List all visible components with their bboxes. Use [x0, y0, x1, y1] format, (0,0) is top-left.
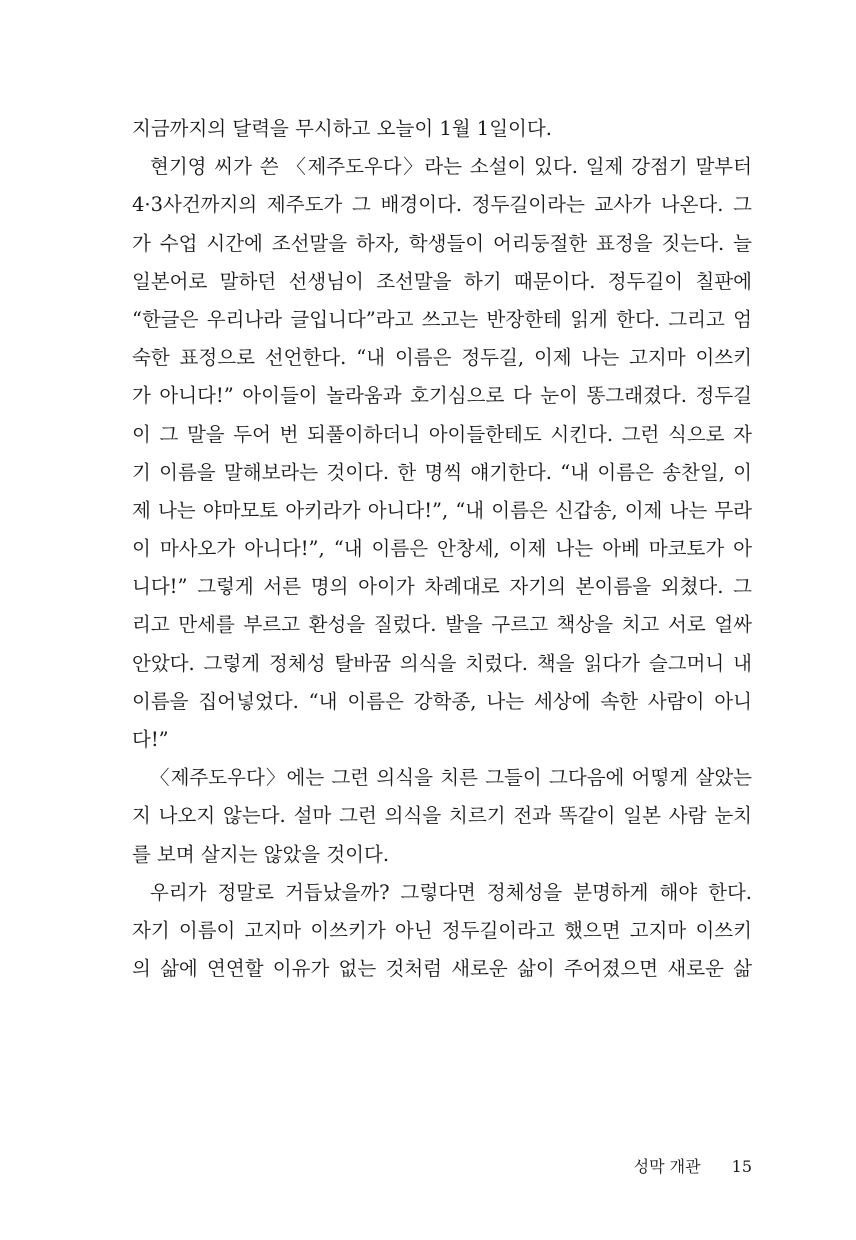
text-line: 이 그 말을 두어 번 되풀이하더니 아이들한테도 시킨다. 그런 식으로 자 — [132, 422, 752, 446]
text-line: 의 삶에 연연할 이유가 없는 것처럼 새로운 삶이 주어졌으면 새로운 삶 — [132, 957, 752, 981]
text-line: 이 마사오가 아니다!”, “내 이름은 안창세, 이제 나는 아베 마코토가 아 — [132, 537, 752, 561]
text-line: 숙한 표정으로 선언한다. “내 이름은 정두길, 이제 나는 고지마 이쓰키 — [132, 346, 752, 370]
text-line: 가 아니다!” 아이들이 놀라움과 호기심으로 다 눈이 똥그래졌다. 정두길 — [132, 384, 752, 408]
page-number: 15 — [731, 1157, 752, 1176]
text-line: 지 나오지 않는다. 설마 그런 의식을 치르기 전과 똑같이 일본 사람 눈치 — [132, 804, 752, 828]
text-line: 다!” — [132, 728, 169, 751]
text-line: 자기 이름이 고지마 이쓰키가 아닌 정두길이라고 했으면 고지마 이쓰키 — [132, 918, 752, 942]
text-line: 일본어로 말하던 선생님이 조선말을 하기 때문이다. 정두길이 칠판에 — [132, 269, 752, 293]
running-title: 성막 개관 — [633, 1157, 701, 1176]
text-line: 안았다. 그렇게 정체성 탈바꿈 의식을 치렀다. 책을 읽다가 슬그머니 내 — [132, 651, 752, 675]
text-line: 를 보며 살지는 않았을 것이다. — [132, 842, 390, 866]
text-line: 현기영 씨가 쓴 〈제주도우다〉라는 소설이 있다. 일제 강점기 말부터 — [150, 155, 752, 179]
text-line: 가 수업 시간에 조선말을 하자, 학생들이 어리둥절한 표정을 짓는다. 늘 — [132, 231, 752, 255]
text-line: 니다!” 그렇게 서른 명의 아이가 차례대로 자기의 본이름을 외쳤다. 그 — [132, 575, 752, 599]
text-line: 4·3사건까지의 제주도가 그 배경이다. 정두길이라는 교사가 나온다. 그 — [132, 193, 752, 217]
text-line: 이름을 집어넣었다. “내 이름은 강학종, 나는 세상에 속한 사람이 아니 — [132, 689, 752, 713]
text-line: 제 나는 야마모토 아키라가 아니다!”, “내 이름은 신갑송, 이제 나는 무라 — [132, 498, 752, 522]
text-line: 우리가 정말로 거듭났을까? 그렇다면 정체성을 분명하게 해야 한다. — [150, 880, 752, 904]
text-line: 기 이름을 말해보라는 것이다. 한 명씩 얘기한다. “내 이름은 송찬일, 이 — [132, 460, 752, 484]
text-line: 〈제주도우다〉에는 그런 의식을 치른 그들이 그다음에 어떻게 살았는 — [150, 766, 752, 790]
text-line: “한글은 우리나라 글입니다”라고 쓰고는 반장한테 읽게 한다. 그리고 엄 — [132, 307, 752, 331]
body-text — [132, 110, 752, 988]
text-line: 지금까지의 달력을 무시하고 오늘이 1월 1일이다. — [132, 117, 552, 140]
text-line: 리고 만세를 부르고 환성을 질렀다. 발을 구르고 책상을 치고 서로 얼싸 — [132, 613, 752, 637]
page-footer — [634, 1154, 752, 1177]
